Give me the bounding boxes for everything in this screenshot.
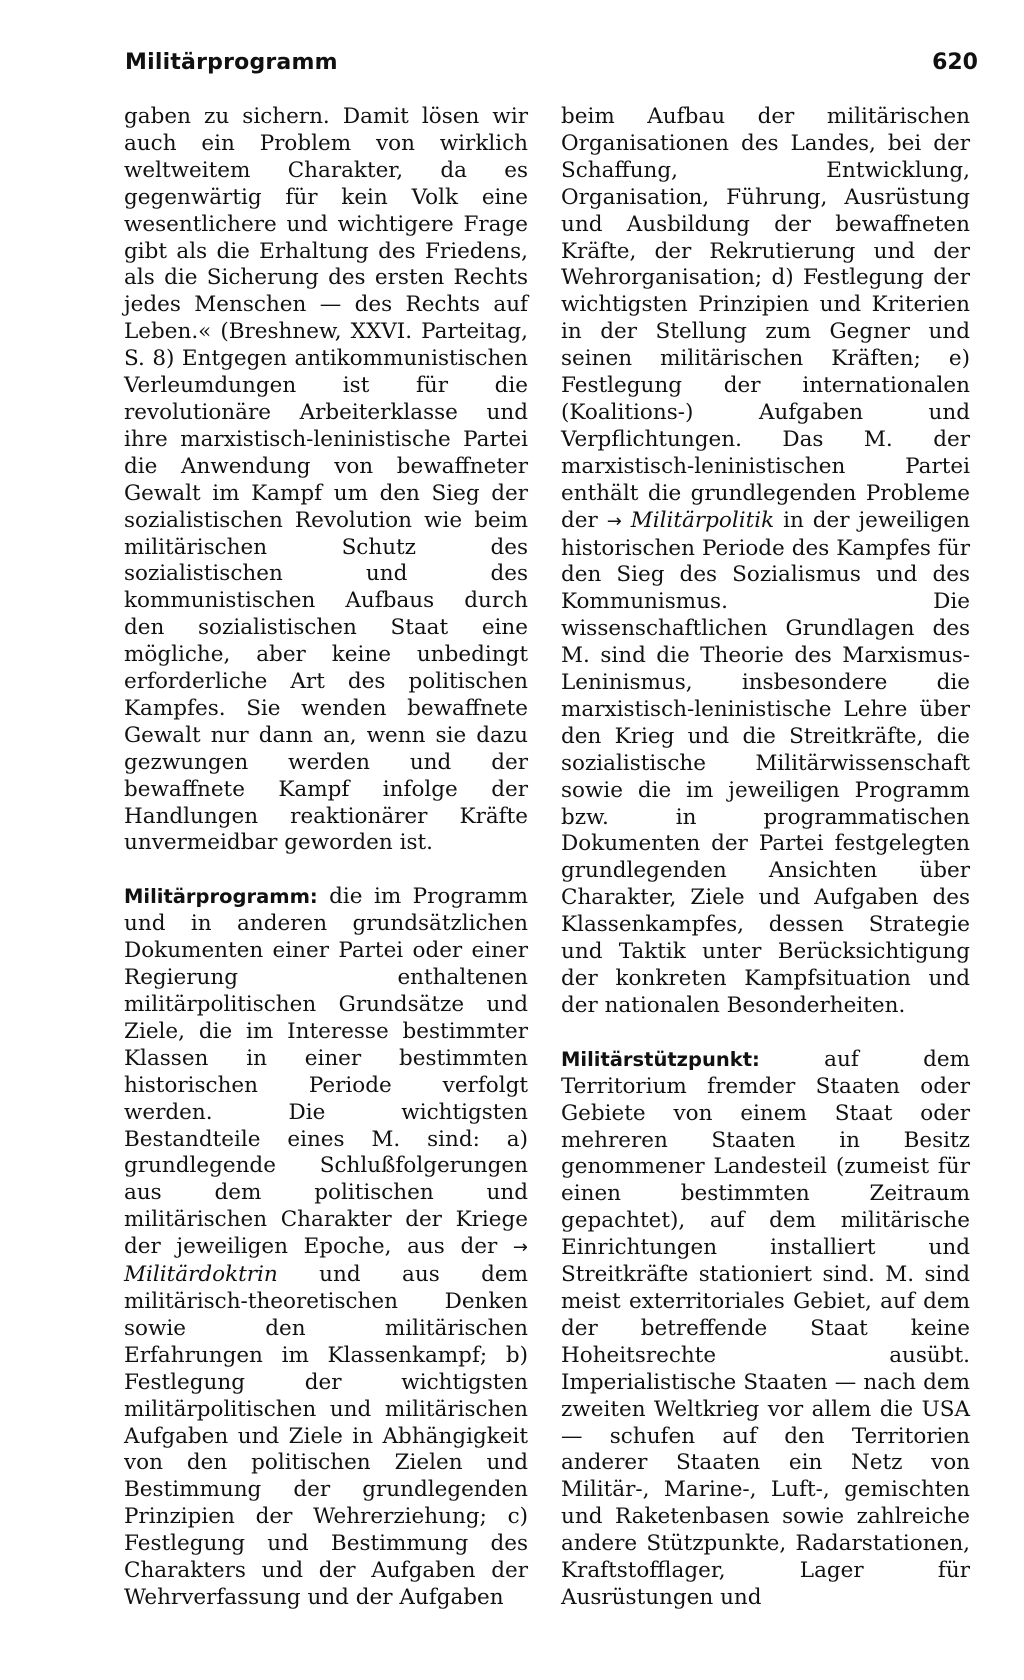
cross-reference-arrow-icon: →: [512, 1237, 528, 1259]
left-column: [124, 104, 528, 1612]
cross-reference-term: Militärdoktrin: [124, 1262, 278, 1288]
entry-text: die im Programm und in anderen grundsätzlichen Dokumenten einer Partei oder einer Regierung enthaltenen militärpolitischen Grundsätze und Ziele, die im Interesse bestimmter Klassen in einer bestimmten historischen Periode verfolgt werden. Die wichtigsten Bestandteile eines M. sind: a) grundlegende Schlußfolgerungen aus dem politischen und militärischen Charakter der Kriege der jeweiligen Epoche, aus der: [124, 884, 528, 1260]
paragraph-text-continued: in der jeweiligen historischen Periode des Kampfes für den Sieg des Sozialismus und des Kommunismus. Die wissenschaftlichen Grundlagen des M. sind die Theorie des Marxismus-Leninismus, insbesondere die marxistisch-leninistische Lehre über den Krieg und die Streitkräfte, die sozialistische Militärwissenschaft sowie die im jeweiligen Programm bzw. in programmatischen Dokumenten der Partei festgelegten grundlegenden Ansichten über Charakter, Ziele und Aufgaben des Klassenkampfes, dessen Strategie und Taktik unter Berücksichtigung der konkreten Kampfsituation und der nationalen Besonderheiten.: [561, 507, 970, 1018]
continued-entry-paragraph: [124, 104, 528, 857]
entry-continuation-paragraph: [561, 104, 970, 1020]
paragraph-text: gaben zu sichern. Damit lösen wir auch ein Problem von wirklich weltweitem Charakter, da es gegenwärtig für kein Volk eine wesentlichere und wichtigere Frage gibt als die Erhaltung des Friedens, als die Sicherung des ersten Rechts jedes Menschen — des Rechts auf Leben.« (Breshnew, XXVI. Parteitag, S. 8) Entgegen antikommunistischen Verleumdungen ist für die revolutionäre Arbeiterklasse und ihre marxistisch-leninistische Partei die Anwendung von bewaffneter Gewalt im Kampf um den Sieg der sozialistischen Revolution wie beim militärischen Schutz des sozialistischen und des kommunistischen Aufbaus durch den sozialistischen Staat eine mögliche, aber keine unbedingt erforderliche Art des politischen Kampfes. Sie wenden bewaffnete Gewalt nur dann an, wenn sie dazu gezwungen werden und der bewaffnete Kampf infolge der Handlungen reaktionärer Kräfte unvermeidbar geworden ist.: [124, 104, 528, 856]
cross-reference-arrow-icon: →: [606, 510, 622, 532]
entry-headword: Militärstützpunkt:: [561, 1047, 760, 1071]
entry-headword: Militärprogramm:: [124, 885, 318, 909]
entry-militaerstuetzpunkt: [561, 1047, 970, 1612]
running-head: [125, 50, 978, 84]
entry-text-continued: und aus dem militärisch-theoretischen Denken sowie den militärischen Erfahrungen im Klassenkampf; b) Festlegung der wichtigsten militärpolitischen und militärischen Aufgaben und Ziele in Abhängigkeit von den politischen Zielen und Bestimmung der grundlegenden Prinzipien der Wehrerziehung; c) Festlegung und Bestimmung des Charakters und der Aufgaben der Wehrverfassung und der Aufgaben: [124, 1262, 528, 1610]
entry-text: auf dem Territorium fremder Staaten oder Gebiete von einem Staat oder mehreren Staaten in Besitz genommener Landesteil (zumeist für einen bestimmten Zeitraum gepachtet), auf dem militärische Einrichtungen installiert und Streitkräfte stationiert sind. M. sind meist exterritoriales Gebiet, auf dem der betreffende Staat keine Hoheitsrechte ausübt. Imperialistische Staaten — nach dem zweiten Weltkrieg vor allem die USA — schufen auf den Territorien anderer Staaten ein Netz von Militär-, Marine-, Luft-, gemischten und Raketenbasen sowie zahlreiche andere Stützpunkte, Radarstationen, Kraftstofflager, Lager für Ausrüstungen und: [561, 1046, 970, 1610]
cross-reference-term: Militärpolitik: [630, 507, 775, 533]
page-number: 620: [932, 50, 978, 75]
entry-militaerprogramm: [124, 884, 528, 1611]
running-title: Militärprogramm: [125, 50, 338, 75]
paragraph-text: beim Aufbau der militärischen Organisationen des Landes, bei der Schaffung, Entwicklung, Organisation, Führung, Ausrüstung und Ausbildung der bewaffneten Kräfte, der Rekrutierung und der Wehrorganisation; d) Festlegung der wichtigsten Prinzipien und Kriterien in der Stellung zum Gegner und seinen militärischen Kräften; e) Festlegung der internationalen (Koalitions-) Aufgaben und Verpflichtungen. Das M. der marxistisch-leninistischen Partei enthält die grundlegenden Probleme der: [561, 104, 970, 533]
right-column: [561, 104, 970, 1612]
